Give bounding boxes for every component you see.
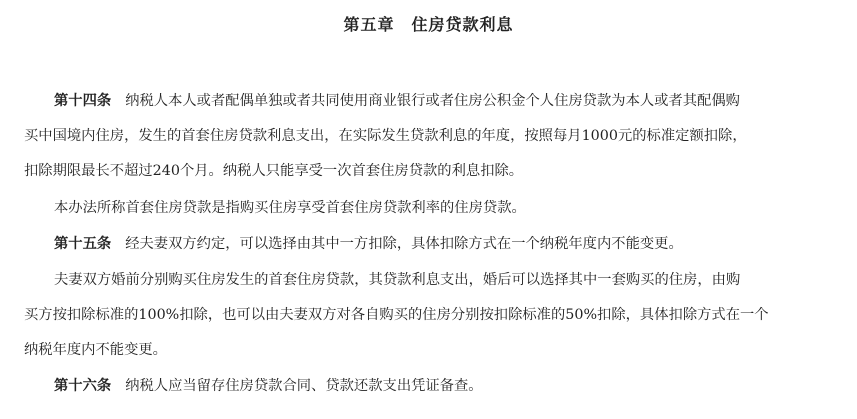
article-16-text-1: 纳税人应当留存住房贷款合同、贷款还款支出凭证备查。 bbox=[125, 378, 483, 394]
article-14-paragraph-2: 本办法所称首套住房贷款是指购买住房享受首套住房贷款利率的住房贷款。 bbox=[54, 200, 526, 216]
article-14-label: 第十四条 bbox=[54, 93, 112, 109]
article-15-text-1: 经夫妻双方约定，可以选择由其中一方扣除，具体扣除方式在一个纳税年度内不能变更。 bbox=[125, 236, 683, 252]
article-14-line-1 bbox=[54, 90, 740, 112]
chapter-title: 第五章 住房贷款利息 bbox=[343, 15, 514, 34]
article-14-line-2: 买中国境内住房，发生的首套住房贷款利息支出，在实际发生贷款利息的年度，按照每月1000元的标准定额扣除， bbox=[24, 128, 747, 144]
article-14-text-1: 纳税人本人或者配偶单独或者共同使用商业银行或者住房公积金个人住房贷款为本人或者其配偶购 bbox=[125, 93, 740, 109]
article-14-line-3: 扣除期限最长不超过240个月。纳税人只能享受一次首套住房贷款的利息扣除。 bbox=[24, 163, 524, 179]
article-16-line-1 bbox=[54, 375, 483, 397]
article-15-label: 第十五条 bbox=[54, 236, 112, 252]
article-15-paragraph-2-line-1: 夫妻双方婚前分别购买住房发生的首套住房贷款，其贷款利息支出，婚后可以选择其中一套购买的住房，由购 bbox=[54, 272, 741, 288]
article-16-label: 第十六条 bbox=[54, 378, 112, 394]
article-15-paragraph-2-line-2: 买方按扣除标准的100%扣除，也可以由夫妻双方对各自购买的住房分别按扣除标准的50%扣除，具体扣除方式在一个 bbox=[24, 307, 769, 323]
article-15-paragraph-2-line-3: 纳税年度内不能变更。 bbox=[24, 342, 167, 358]
article-15-line-1 bbox=[54, 233, 683, 255]
